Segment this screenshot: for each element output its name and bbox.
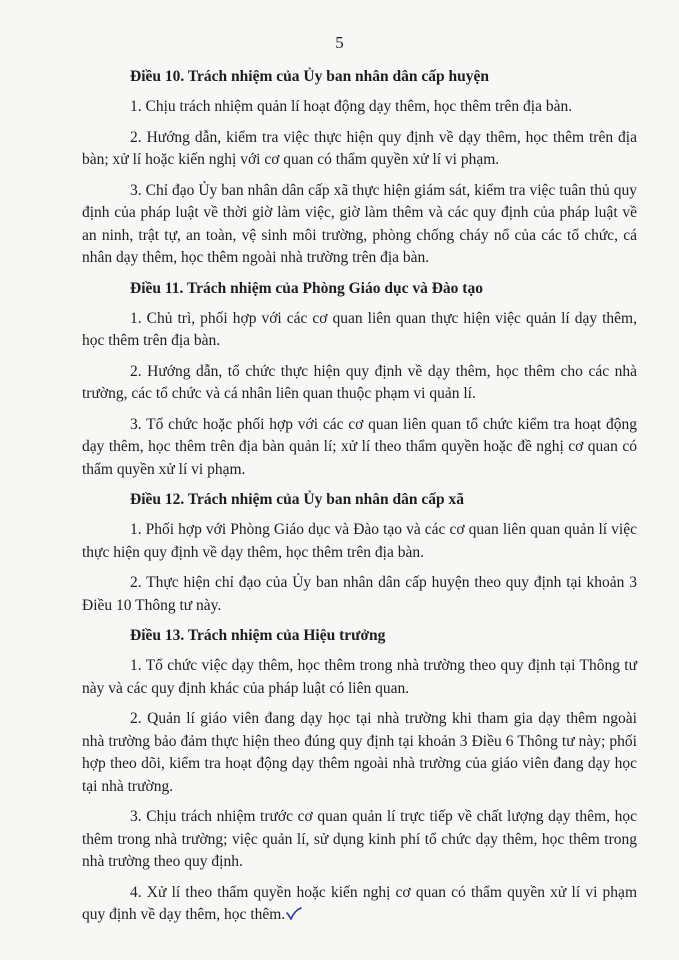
article-heading: Điều 13. Trách nhiệm của Hiệu trưởng — [130, 627, 386, 644]
article-clause: 1. Phối hợp với Phòng Giáo dục và Đào tạo và các cơ quan liên quan quản lí việc thực hiện quy định về dạy thêm, học thêm trên địa bàn. — [82, 521, 637, 561]
article-clause: 3. Chỉ đạo Ủy ban nhân dân cấp xã thực hiện giám sát, kiểm tra việc tuân thủ quy định của pháp luật về thời giờ làm việc, giờ làm thêm và các quy định của pháp luật về an ninh, trật tự, an toàn, vệ sinh môi trường, phòng chống cháy nổ của các tổ chức, cá nhân dạy thêm, học thêm ngoài nhà trường trên địa bàn. — [82, 181, 637, 266]
article-11 — [82, 278, 637, 482]
article-clause-last — [82, 882, 637, 927]
article-clause: 2. Thực hiện chỉ đạo của Ủy ban nhân dân cấp huyện theo quy định tại khoản 3 Điều 10 Thông tư này. — [82, 574, 637, 614]
article-clause: 2. Quản lí giáo viên đang dạy học tại nhà trường khi tham gia dạy thêm ngoài nhà trường bảo đảm thực hiện theo đúng quy định tại khoản 3 Điều 6 Thông tư này; phối hợp theo dõi, kiểm tra hoạt động dạy thêm ngoài nhà trường của giáo viên đang dạy học tại nhà trường. — [82, 710, 637, 795]
article-clause: 1. Chịu trách nhiệm quản lí hoạt động dạy thêm, học thêm trên địa bàn. — [130, 98, 573, 115]
article-clause: 3. Chịu trách nhiệm trước cơ quan quản lí trực tiếp về chất lượng dạy thêm, học thêm trong nhà trường; việc quản lí, sử dụng kinh phí tổ chức dạy thêm, học thêm trong nhà trường theo quy định. — [82, 808, 637, 870]
article-clause-text: 4. Xử lí theo thẩm quyền hoặc kiến nghị cơ quan có thẩm quyền xử lí vi phạm quy định về dạy thêm, học thêm. — [82, 883, 637, 923]
article-13 — [82, 625, 637, 927]
article-clause: 2. Hướng dẫn, tổ chức thực hiện quy định về dạy thêm, học thêm cho các nhà trường, các tổ chức và cá nhân liên quan thuộc phạm vi quản lí. — [82, 362, 637, 402]
article-clause: 1. Chủ trì, phối hợp với các cơ quan liên quan thực hiện việc quản lí dạy thêm, học thêm trên địa bàn. — [82, 309, 637, 349]
article-12 — [82, 489, 637, 617]
article-heading: Điều 12. Trách nhiệm của Ủy ban nhân dân cấp xã — [130, 491, 465, 508]
article-clause: 3. Tổ chức hoặc phối hợp với các cơ quan liên quan tổ chức kiểm tra hoạt động dạy thêm, học thêm trên địa bàn quản lí; xử lí theo thẩm quyền hoặc đề nghị cơ quan có thẩm quyền xử lí vi phạm. — [82, 415, 637, 478]
article-clause: 2. Hướng dẫn, kiểm tra việc thực hiện quy định về dạy thêm, học thêm trên địa bàn; xử lí hoặc kiến nghị với cơ quan có thẩm quyền xử lí vi phạm. — [82, 128, 637, 168]
article-heading: Điều 11. Trách nhiệm của Phòng Giáo dục và Đào tạo — [130, 279, 483, 297]
document-body — [82, 66, 637, 935]
page-number: 5 — [335, 33, 344, 52]
article-10 — [82, 66, 637, 270]
handwritten-tick-icon — [286, 907, 302, 921]
article-heading: Điều 10. Trách nhiệm của Ủy ban nhân dân cấp huyện — [130, 68, 490, 85]
article-clause: 1. Tổ chức việc dạy thêm, học thêm trong nhà trường theo quy định tại Thông tư này và các quy định khác của pháp luật có liên quan. — [82, 657, 637, 697]
